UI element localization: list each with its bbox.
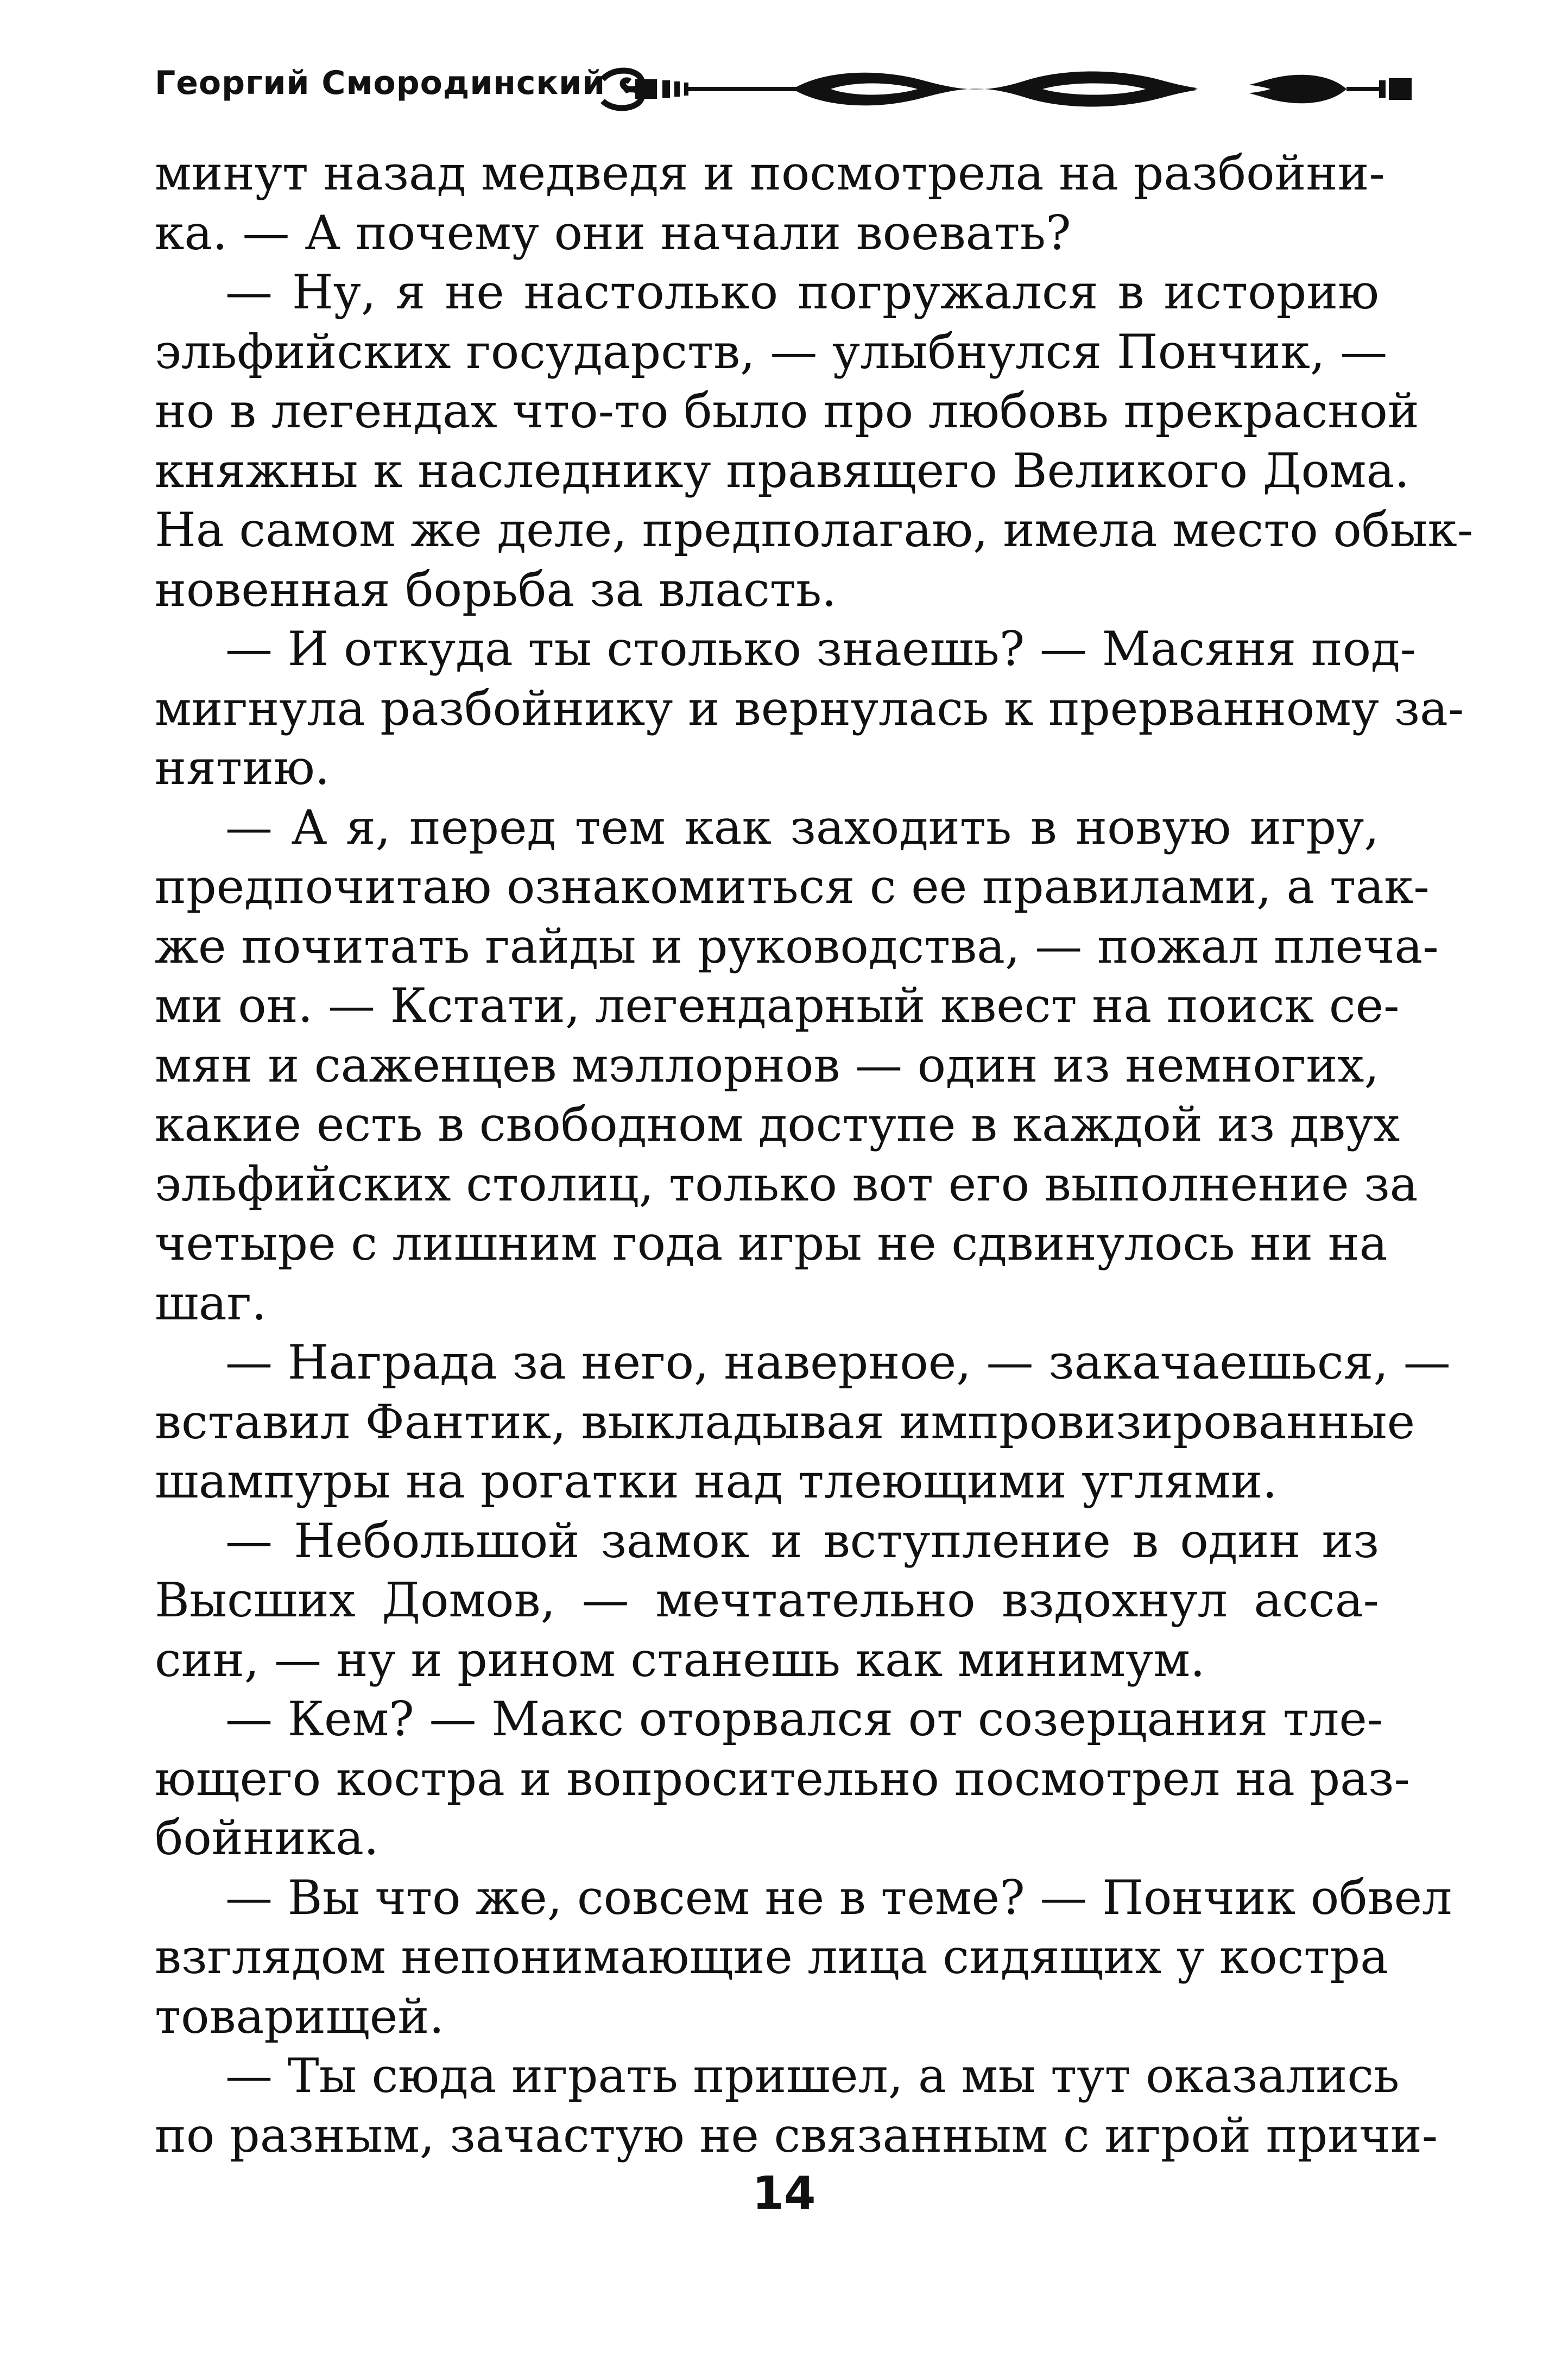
text-line: взглядом непонимающие лица сидящих у костра <box>155 1929 1389 1985</box>
text-line: — Ну, я не настолько погружался в историю <box>225 264 1379 320</box>
text-line: — Ты сюда играть пришел, а мы тут оказались <box>225 2048 1400 2103</box>
text-line: — Вы что же, совсем не в теме? — Пончик обвел <box>225 1869 1452 1925</box>
text-line: бойника. <box>155 1810 379 1866</box>
text-line: по разным, зачастую не связанным с игрой причи- <box>155 2107 1438 2163</box>
text-line: — И откуда ты столько знаешь? — Масяня под- <box>225 621 1417 677</box>
text-line: шампуры на рогатки над тлеющими углями. <box>155 1453 1278 1509</box>
text-line: княжны к наследнику правящего Великого Дома. <box>155 443 1410 498</box>
text-line: мигнула разбойнику и вернулась к прерванному за- <box>155 680 1464 736</box>
text-line: син, — ну и рином станешь как минимум. <box>155 1632 1205 1688</box>
text-line: Высших Домов, — мечтательно вздохнул асса- <box>155 1572 1379 1628</box>
text-line: ка. — А почему они начали воевать? <box>155 205 1071 261</box>
text-line: же почитать гайды и руководства, — пожал плеча- <box>155 918 1439 974</box>
text-line: — Небольшой замок и вступление в один из <box>225 1513 1379 1569</box>
text-line: четыре с лишним года игры не сдвинулось ни на <box>155 1216 1388 1271</box>
text-line: но в легендах что-то было про любовь прекрасной <box>155 383 1419 439</box>
text-line: эльфийских государств, — улыбнулся Пончик, — <box>155 324 1388 380</box>
page-number: 14 <box>752 2166 816 2220</box>
header-ornament-icon <box>597 59 1417 118</box>
text-line: минут назад медведя и посмотрела на разбойни- <box>155 146 1385 201</box>
text-line: мян и саженцев мэллорнов — один из немногих, <box>155 1037 1380 1093</box>
text-line: ми он. — Кстати, легендарный квест на поиск се- <box>155 978 1400 1033</box>
text-line: предпочитаю ознакомиться с ее правилами, а так- <box>155 859 1430 914</box>
text-line: — А я, перед тем как заходить в новую игру, <box>225 799 1379 855</box>
text-line: какие есть в свободном доступе в каждой из двух <box>155 1097 1400 1152</box>
text-line: ющего костра и вопросительно посмотрел на раз- <box>155 1750 1410 1806</box>
text-line: На самом же деле, предполагаю, имела место обык- <box>155 502 1474 558</box>
body-text <box>155 144 1474 2165</box>
text-line: шаг. <box>155 1275 267 1331</box>
text-line: вставил Фантик, выкладывая импровизированные <box>155 1394 1415 1450</box>
text-line: товарищей. <box>155 1988 445 2044</box>
running-header-author: Георгий Смородинский <box>155 64 606 102</box>
text-line: эльфийских столиц, только вот его выполнение за <box>155 1156 1418 1212</box>
text-line: — Награда за него, наверное, — закачаешься, — <box>225 1335 1451 1390</box>
text-line: нятию. <box>155 740 330 795</box>
text-line: — Кем? — Макс оторвался от созерцания тле- <box>225 1691 1383 1747</box>
text-line: новенная борьба за власть. <box>155 561 837 617</box>
